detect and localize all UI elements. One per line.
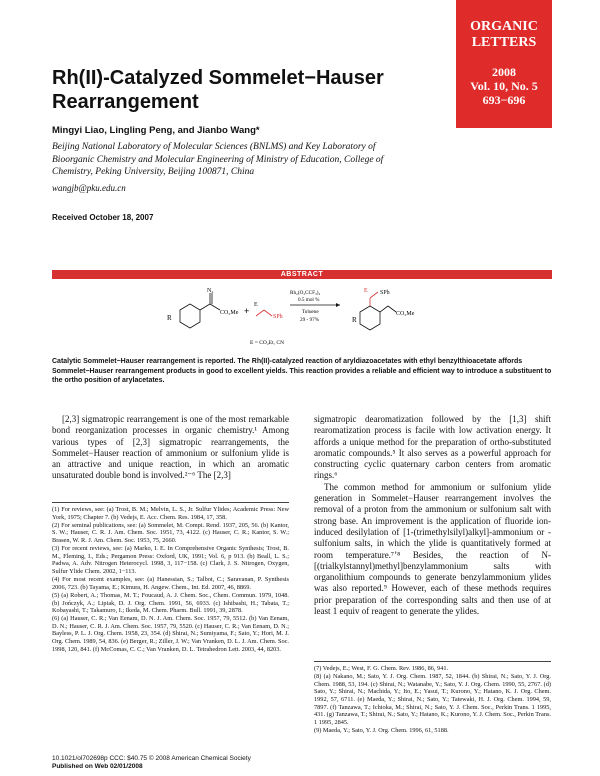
ester-label-product: CO₂Me — [396, 311, 415, 317]
e-label: E — [254, 302, 258, 308]
diazo-n2-label: N₂ — [207, 288, 214, 294]
authors: Mingyi Liao, Lingling Peng, and Jianbo Wang* — [52, 125, 260, 136]
journal-pages: 693−696 — [482, 93, 526, 107]
solvent-label: Toluene — [302, 309, 319, 315]
catalyst-loading: 0.5 mol % — [298, 297, 320, 303]
reactant-ethyl-benzylthioacetate — [256, 310, 272, 316]
ester-label-left: CO₂Me — [220, 310, 239, 316]
paragraph: sigmatropic dearomatization followed by the [1,3] shift rearomatization process is facile with low activation energy. It affords a unique method for the preparation of ortho-substituted aromatic compounds.⁵ It also serves as a powerful approach for constructing cyclic quaternary carbon centers from aromatic rings.⁶ — [314, 414, 551, 481]
reference-item: (3) For recent reviews, see: (a) Marko, I. E. In Comprehensive Organic Synthesis; Trost, B. M., Fleming, I., Eds.; Pergamon Press: Oxford, UK, 1991; Vol. 6, p 913. (b) Beall, L. S.; Padwa, A. Adv. Nitrogen Heterocycl. 1998, 3, 117−158. (c) Clark, J. S. Nitrogen, Oxygen, Sulfur Ylide Chem. 2002, 1−113. — [52, 545, 289, 575]
body-column-right — [314, 414, 551, 617]
product-structure — [360, 306, 396, 330]
product-r-label: R — [352, 316, 357, 324]
product-new-substituent — [370, 292, 378, 306]
journal-volume: Vol. 10, No. 5 — [470, 79, 538, 93]
references-right — [314, 661, 551, 735]
catalyst-label: Rh₂(O₂CCF₃)₄ — [290, 290, 321, 296]
reference-item: (2) For seminal publications, see: (a) Sommelet, M. Compt. Rend. 1937, 205, 56. (b) Kantor, S. W.; Hauser, C. R. J. Am. Chem. Soc. 1951, 73, 4122. (c) Hauser, C. R.; Kantor, S. W.; Brasen, W. R. J. Am. Chem. Soc. 1953, 75, 2660. — [52, 521, 289, 544]
reference-item: (4) For most recent examples, see: (a) Hanessian, S.; Talbot, C.; Saravanan, P. Synthesis 2006, 723. (b) Tayama, E.; Kimura, H. Angew. Chem., Int. Ed. 2007, 46, 8869. — [52, 576, 289, 591]
arrow-head — [336, 303, 340, 307]
reference-item: (5) (a) Robert, A.; Thomas, M. T.; Foucaud, A. J. Chem. Soc., Chem. Commun. 1979, 1048. (b) Jończyk, A.; Lipiak, D. J. Org. Chem. 1991, 56, 6933. (c) Ishibashi, H.; Tabata, T.; Kobayashi, T.; Takamuro, I.; Ikeda, M. Chem. Pharm. Bull. 1991, 39, 2878. — [52, 591, 289, 615]
reaction-scheme — [160, 284, 460, 354]
reference-item: (1) For reviews, see: (a) Trost, B. M.; Melvin, L. S., Jr. Sulfur Ylides; Academic Press: New York, 1975; Chapter 7. (b) Vedejs, E. Acc. Chem. Res. 1984, 17, 358. — [52, 506, 289, 521]
product-e-label: E — [364, 288, 368, 294]
paragraph: [2,3] sigmatropic rearrangement is one of the most remarkable bond reorganization processes in organic chemistry.¹ Among various types of [2,3] sigmatropic rearrangements, the Sommelet−Hauser reaction of ammonium or sulfonium ylide is an attractive and unique reaction, in which an aromatic unsaturated double bond is involved.²⁻⁶ The [2,3] — [52, 414, 289, 481]
journal-year: 2008 — [492, 65, 516, 79]
page-footer — [52, 755, 251, 771]
reference-item: (6) (a) Hauser, C. R.; Van Eenam, D. N. J. Am. Chem. Soc. 1957, 79, 5512. (b) Van Eenam, D. N.; Hauser, C. R. J. Am. Chem. Soc. 1957, 79, 5520. (c) Hauser, C. R.; Van Eenam, D. N.; Bayless, P. L. J. Org. Chem. 1958, 23, 354. (d) Shirai, N.; Sumiyama, F.; Sato, Y.; Hori, M. J. Org. Chem. 1989, 54, 836. (e) Berger, R.; Ziller, J. W.; Van Vranken, D. L. J. Am. Chem. Soc. 1998, 120, 841. (f) McComas, C. C.; Van Vranken, D. L. Tetrahedron Lett. 2003, 44, 8203. — [52, 615, 289, 653]
yield-label: 29 - 97% — [300, 317, 320, 323]
doi-line: 10.1021/ol702698p CCC: $40.75 © 2008 American Chemical Society — [52, 755, 251, 762]
published-date: Published on Web 02/01/2008 — [52, 763, 143, 770]
abstract-text: Catalytic Sommelet−Hauser rearrangement is reported. The Rh(II)-catalyzed reaction of aryldiazoacetates with ethyl benzylthioacetate affords Sommelet−Hauser rearrangement products in good to excellent yields. This reaction provides a reliable and efficient way to introduce a substituent to the ortho position of arylacetates. — [52, 358, 552, 385]
body-column-left — [52, 414, 289, 482]
journal-name: ORGANIC LETTERS — [470, 19, 538, 50]
e-definition: E = CO₂Et, CN — [250, 340, 285, 346]
sph-label-product: SPh — [380, 290, 390, 296]
affiliation: Beijing National Laboratory of Molecular Sciences (BNLMS) and Key Laboratory of Bioorganic Chemistry and Molecular Engineering of Ministry of Education, College of Chemistry, Peking University, Beijing 100871, China — [52, 142, 384, 177]
article-title: Rh(II)-Catalyzed Sommelet−Hauser Rearrangement — [52, 67, 384, 113]
sph-label-reactant: SPh — [273, 314, 283, 320]
paragraph: The common method for ammonium or sulfonium ylide generation in Sommelet−Hauser rearrangement involves the removal of a proton from the ammonium or sulfonium salt with strong base. An improvement is the application of fluoride ion-induced desilylation of [1-(trimethylsilyl)alkyl]-ammonium or -sulfonium salts, in which the ylide is quantitatively formed at room temperature.⁷ʼ⁸ Besides, the reaction of N-[(trialkylstannyl)methyl]benzylammonium salts with organolithium compounds to generate benzylammonium ylides was also reported.⁹ However, each of these methods requires prior preparation of the corresponding salts and then use of at least 1 equiv of reagent to generate the ylides. — [314, 481, 551, 617]
journal-badge — [456, 0, 552, 128]
references-left — [52, 502, 289, 654]
abstract-heading: ABSTRACT — [52, 270, 552, 279]
reference-item: (9) Maeda, Y.; Sato, Y. J. Org. Chem. 1996, 61, 5188. — [314, 726, 449, 734]
plus-sign: + — [244, 306, 250, 316]
reference-item: (7) Vedejs, E.; West, F. G. Chem. Rev. 1986, 86, 941. — [314, 665, 449, 672]
received-date: Received October 18, 2007 — [52, 213, 154, 222]
author-email[interactable]: wangjb@pku.edu.cn — [52, 183, 126, 193]
reactant-aryldiazoacetate — [180, 293, 220, 328]
r-group-label: R — [167, 314, 172, 322]
reference-item: (8) (a) Nakano, M.; Sato, Y. J. Org. Chem. 1987, 52, 1844. (b) Shirai, N.; Sato, Y. J. Org. Chem. 1988, 53, 194. (c) Shirai, N.; Watanabe, Y.; Sato, Y. J. Org. Chem. 1990, 55, 2767. (d) Sato, Y.; Shirai, N.; Machida, Y.; Ito, E.; Yasui, T.; Kurono, Y.; Hatano, K. J. Org. Chem. 1992, 57, 6711. (e) Maeda, Y.; Shirai, N.; Sato, Y.; Tatewaki, H. J. Org. Chem. 1994, 59, 7897. (f) Tanzawa, T.; Ichioka, M.; Shirai, N.; Sato, Y. J. Chem. Soc., Perkin Trans. 1 1995, 431. (g) Tanzawa, T.; Shirai, N.; Sato, Y.; Hatano, K.; Kurono, Y. J. Chem. Soc., Perkin Trans. 1 1995, 2845. — [314, 673, 551, 726]
